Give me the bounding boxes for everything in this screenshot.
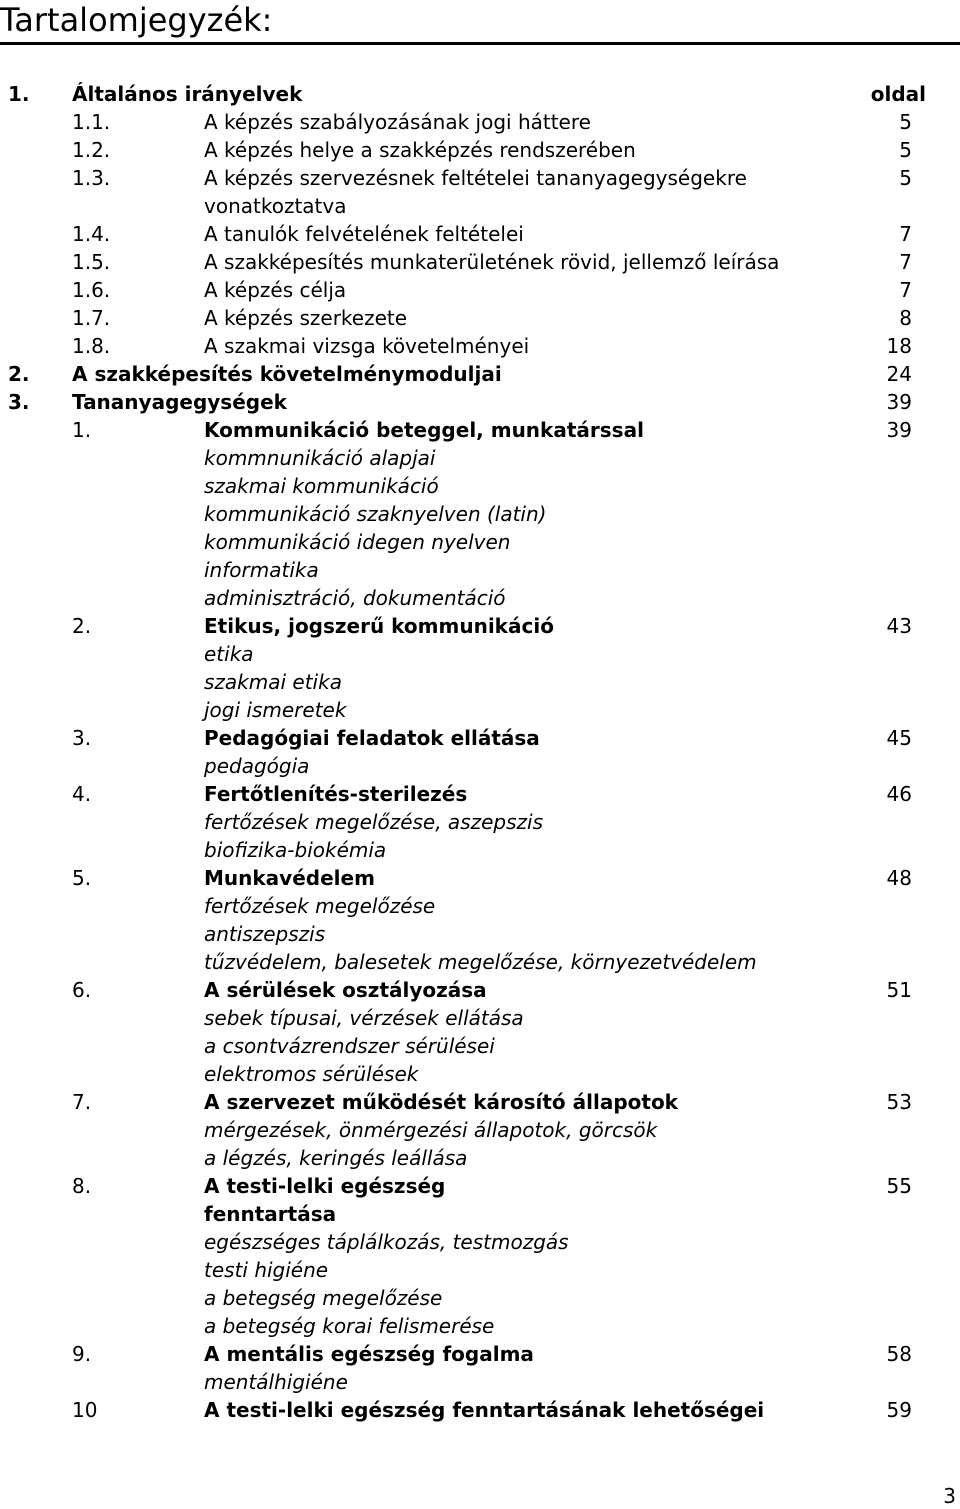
toc-entry-page: 7: [899, 222, 912, 246]
page-title: Tartalomjegyzék:: [0, 1, 273, 39]
toc-entry-number: 1.6.: [72, 278, 111, 302]
toc-entry-page: 51: [886, 978, 912, 1002]
toc-entry-number: 2.: [72, 614, 92, 638]
toc-subitem: [0, 1060, 960, 1088]
toc-entry-label: A képzés helye a szakképzés rendszerében: [204, 138, 636, 162]
toc-subitem: [0, 556, 960, 584]
toc-entry-number: 5.: [72, 866, 92, 890]
toc-subitem: [0, 836, 960, 864]
toc-entry-label: A képzés célja: [204, 278, 347, 302]
toc-entry: [0, 360, 960, 388]
toc-entry-page: 58: [886, 1342, 912, 1366]
toc-entry: [0, 276, 960, 304]
toc-entry-label: A szervezet működését károsító állapotok: [204, 1090, 678, 1114]
toc-entry: [0, 248, 960, 276]
toc-entry: [0, 108, 960, 136]
toc-entry-label: a légzés, keringés leállása: [204, 1146, 468, 1170]
toc-subitem: [0, 1004, 960, 1032]
toc-entry-label: mentálhigiéne: [204, 1370, 348, 1394]
toc-subitem: [0, 528, 960, 556]
toc-subitem: [0, 472, 960, 500]
toc-entry-page: 55: [886, 1174, 912, 1198]
toc-subitem: [0, 1284, 960, 1312]
toc-subitem: [0, 500, 960, 528]
toc-subitem: [0, 1116, 960, 1144]
toc-entry-number: 8.: [72, 1174, 92, 1198]
table-of-contents: [0, 80, 960, 1424]
toc-entry-label: etika: [204, 642, 254, 666]
toc-entry-number: 1.5.: [72, 250, 111, 274]
toc-entry-label: informatika: [204, 558, 319, 582]
toc-entry-page: 18: [886, 334, 912, 358]
toc-subitem: [0, 696, 960, 724]
toc-entry-label: A sérülések osztályozása: [204, 978, 487, 1002]
toc-entry-label: pedagógia: [204, 754, 310, 778]
toc-entry-label: adminisztráció, dokumentáció: [204, 586, 506, 610]
toc-entry: [0, 1396, 960, 1424]
toc-entry: [0, 976, 960, 1004]
toc-entry-label: sebek típusai, vérzések ellátása: [204, 1006, 524, 1030]
toc-subitem: [0, 1144, 960, 1172]
toc-entry-label: A szakképesítés követelménymoduljai: [72, 362, 502, 386]
page-number: 3: [943, 1484, 956, 1508]
toc-entry-label: A képzés szabályozásának jogi háttere: [204, 110, 591, 134]
toc-entry-page: 5: [899, 110, 912, 134]
toc-entry-label: tűzvédelem, balesetek megelőzése, környezetvédelem: [204, 950, 757, 974]
toc-entry-page: 59: [886, 1398, 912, 1422]
toc-entry-page: 5: [899, 166, 912, 190]
toc-entry-number: 2.: [8, 362, 30, 386]
toc-entry-page: 53: [886, 1090, 912, 1114]
toc-subitem: [0, 752, 960, 780]
toc-entry-label: A testi-lelki egészség fenntartásának lehetőségei: [204, 1398, 765, 1422]
toc-entry-number: 1.1.: [72, 110, 111, 134]
toc-entry-number: 6.: [72, 978, 92, 1002]
toc-entry-label: Pedagógiai feladatok ellátása: [204, 726, 540, 750]
toc-entry-label: biofizika-biokémia: [204, 838, 387, 862]
toc-entry: [0, 612, 960, 640]
toc-entry-label: egészséges táplálkozás, testmozgás: [204, 1230, 569, 1254]
toc-entry-page: 39: [886, 390, 912, 414]
toc-entry: [0, 80, 960, 108]
toc-entry-label: antiszepszis: [204, 922, 326, 946]
toc-entry-label: kommnunikáció alapjai: [204, 446, 436, 470]
toc-entry-page: 7: [899, 250, 912, 274]
toc-entry-label: kommunikáció idegen nyelven: [204, 530, 511, 554]
toc-entry-label: Fertőtlenítés-sterilezés: [204, 782, 468, 806]
toc-subitem: [0, 584, 960, 612]
toc-entry-number: 1.: [8, 82, 30, 106]
toc-entry-label: fenntartása: [204, 1202, 337, 1226]
toc-entry: [0, 780, 960, 808]
toc-entry-label: jogi ismeretek: [204, 698, 347, 722]
toc-subitem: [0, 1228, 960, 1256]
toc-entry-number: 9.: [72, 1342, 92, 1366]
toc-entry: [0, 724, 960, 752]
toc-subitem: [0, 1312, 960, 1340]
toc-subitem: [0, 808, 960, 836]
toc-entry-label: A képzés szerkezete: [204, 306, 408, 330]
toc-entry-page: 45: [886, 726, 912, 750]
toc-subitem: [0, 668, 960, 696]
toc-entry-label: Kommunikáció beteggel, munkatárssal: [204, 418, 644, 442]
toc-entry-number: 1.7.: [72, 306, 111, 330]
toc-subitem: [0, 444, 960, 472]
toc-entry-page: 8: [899, 306, 912, 330]
toc-entry-page: 48: [886, 866, 912, 890]
toc-entry-page: 43: [886, 614, 912, 638]
toc-entry: [0, 864, 960, 892]
toc-subitem: [0, 1032, 960, 1060]
toc-entry-page: 24: [886, 362, 912, 386]
toc-entry-label: kommunikáció szaknyelven (latin): [204, 502, 547, 526]
toc-entry-label: szakmai kommunikáció: [204, 474, 439, 498]
toc-entry: [0, 1340, 960, 1368]
toc-entry-page: oldal: [870, 82, 926, 106]
toc-entry-label: fertőzések megelőzése: [204, 894, 436, 918]
toc-entry-label: Etikus, jogszerű kommunikáció: [204, 614, 554, 638]
toc-entry-label: A szakképesítés munkaterületének rövid, jellemző leírása: [204, 250, 780, 274]
toc-subitem: [0, 1256, 960, 1284]
toc-entry: [0, 1088, 960, 1116]
toc-entry-number: 1.2.: [72, 138, 111, 162]
toc-entry-label: A tanulók felvételének feltételei: [204, 222, 524, 246]
toc-entry-page: 7: [899, 278, 912, 302]
toc-entry: [0, 304, 960, 332]
toc-entry-label: fertőzések megelőzése, aszepszis: [204, 810, 544, 834]
toc-entry-label: A képzés szervezésnek feltételei tananyagegységekre vonatkoztatva: [204, 166, 747, 218]
toc-entry-number: 1.3.: [72, 166, 111, 190]
toc-entry-number: 3.: [72, 726, 92, 750]
toc-entry: [0, 1200, 960, 1228]
toc-subitem: [0, 920, 960, 948]
toc-subitem: [0, 1368, 960, 1396]
toc-entry-number: 1.4.: [72, 222, 111, 246]
toc-entry-label: A testi-lelki egészség: [204, 1174, 446, 1198]
toc-entry-label: a betegség korai felismerése: [204, 1314, 495, 1338]
toc-entry-page: 46: [886, 782, 912, 806]
toc-subitem: [0, 948, 960, 976]
toc-entry-label: Tananyagegységek: [72, 390, 287, 414]
toc-entry: [0, 136, 960, 164]
toc-entry-label: Általános irányelvek: [72, 82, 303, 106]
toc-entry: [0, 220, 960, 248]
toc-entry: [0, 332, 960, 360]
toc-entry: [0, 416, 960, 444]
toc-entry-page: 5: [899, 138, 912, 162]
toc-entry-label: a csontvázrendszer sérülései: [204, 1034, 495, 1058]
toc-entry-label: testi higiéne: [204, 1258, 329, 1282]
toc-entry-number: 7.: [72, 1090, 92, 1114]
toc-entry-label: szakmai etika: [204, 670, 342, 694]
toc-entry-number: 3.: [8, 390, 30, 414]
toc-subitem: [0, 640, 960, 668]
toc-entry-label: A szakmai vizsga követelményei: [204, 334, 530, 358]
toc-entry-number: 10: [72, 1398, 98, 1422]
toc-entry-label: mérgezések, önmérgezési állapotok, görcsök: [204, 1118, 658, 1142]
toc-entry-page: 39: [886, 418, 912, 442]
title-underline: [0, 42, 960, 45]
toc-entry: [0, 164, 960, 220]
toc-entry-label: Munkavédelem: [204, 866, 375, 890]
toc-entry-label: A mentális egészség fogalma: [204, 1342, 534, 1366]
toc-subitem: [0, 892, 960, 920]
toc-entry-number: 1.: [72, 418, 92, 442]
toc-entry: [0, 1172, 960, 1200]
toc-entry-number: 1.8.: [72, 334, 111, 358]
toc-entry-label: elektromos sérülések: [204, 1062, 419, 1086]
toc-entry-label: a betegség megelőzése: [204, 1286, 443, 1310]
toc-entry-number: 4.: [72, 782, 92, 806]
toc-entry: [0, 388, 960, 416]
